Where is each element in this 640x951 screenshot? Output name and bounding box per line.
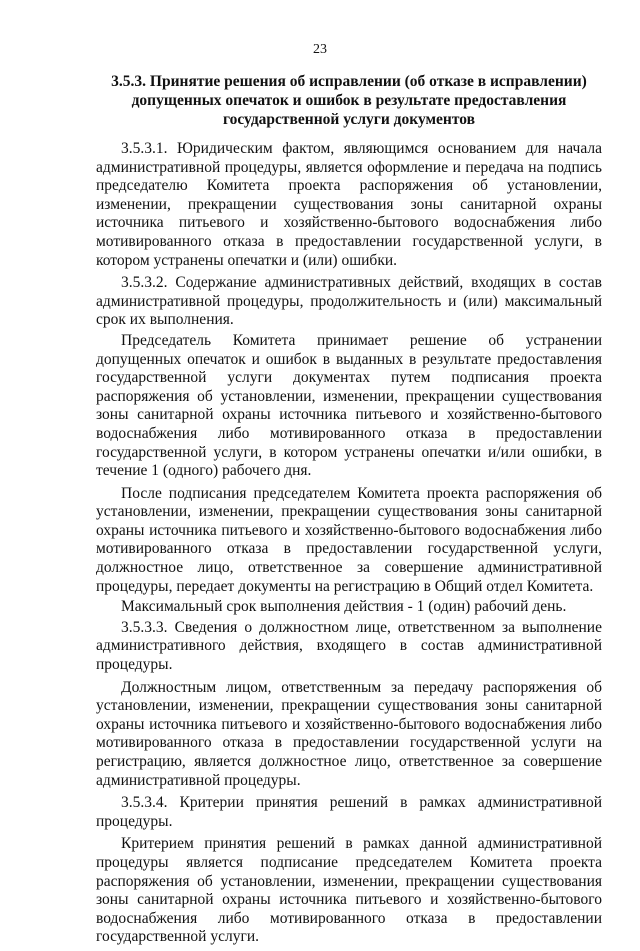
paragraph-decision-criterion: Критерием принятия решений в рамках данной административной процедуры является подписание председателем Комитета проекта распоряжения об установлении, изменении, прекращении существования зоны санитарной охраны источника питьевого и хозяйственно-бытового водоснабжения либо мотивированного отказа в предоставлении государственной услуги. — [96, 835, 602, 946]
paragraph-chairman-decision: Председатель Комитета принимает решение об устранении допущенных опечаток и ошибок в выданных в результате предоставления государственной услуги документах путем подписания проекта распоряжения об установлении, изменении, прекращении существования зоны санитарной охраны источника питьевого и хозяйственно-бытового водоснабжения либо мотивированного отказа в предоставлении государственной услуги, в котором устранены опечатки и/или ошибки, в течение 1 (одного) рабочего дня. — [96, 331, 602, 480]
paragraph-max-term: Максимальный срок выполнения действия - 1 (один) рабочий день. — [121, 598, 567, 616]
document-body — [96, 140, 602, 951]
paragraph-responsible-official: Должностным лицом, ответственным за передачу распоряжения об установлении, изменении, прекращении существования зоны санитарной охраны источника питьевого и хозяйственно-бытового водоснабжения либо мотивированного отказа в предоставлении государственной услуги на регистрацию, является должностное лицо, ответственное за совершение административной процедуры. — [96, 678, 602, 789]
paragraph-3-5-3-3: 3.5.3.3. Сведения о должностном лице, ответственном за выполнение административного действия, входящего в состав административной процедуры. — [96, 618, 602, 674]
paragraph-3-5-3-2: 3.5.3.2. Содержание административных действий, входящих в состав административной процедуры, продолжительность и (или) максимальный срок их выполнения. — [96, 274, 602, 329]
section-heading: 3.5.3. Принятие решения об исправлении (об отказе в исправлении) допущенных опечаток и ошибок в результате предоставления государственной услуги документов — [111, 73, 587, 128]
page-number: 23 — [313, 42, 327, 57]
paragraph-after-signing: После подписания председателем Комитета проекта распоряжения об установлении, изменении, прекращении существования зоны санитарной охраны источника питьевого и хозяйственно-бытового водоснабжения либо мотивированного отказа в предоставлении государственной услуги, должностное лицо, ответственное за совершение административной процедуры, передает документы на регистрацию в Общий отдел Комитета. — [96, 484, 602, 595]
paragraph-3-5-3-4: 3.5.3.4. Критерии принятия решений в рамках административной процедуры. — [96, 794, 602, 830]
paragraph-3-5-3-1: 3.5.3.1. Юридическим фактом, являющимся основанием для начала административной процедуры, является оформление и передача на подпись председателю Комитета проекта распоряжения об установлении, изменении, прекращении существования зоны санитарной охраны источника питьевого и хозяйственно-бытового водоснабжения либо мотивированного отказа в предоставлении государственной услуги, в котором устранены опечатки и (или) ошибки. — [96, 140, 602, 269]
